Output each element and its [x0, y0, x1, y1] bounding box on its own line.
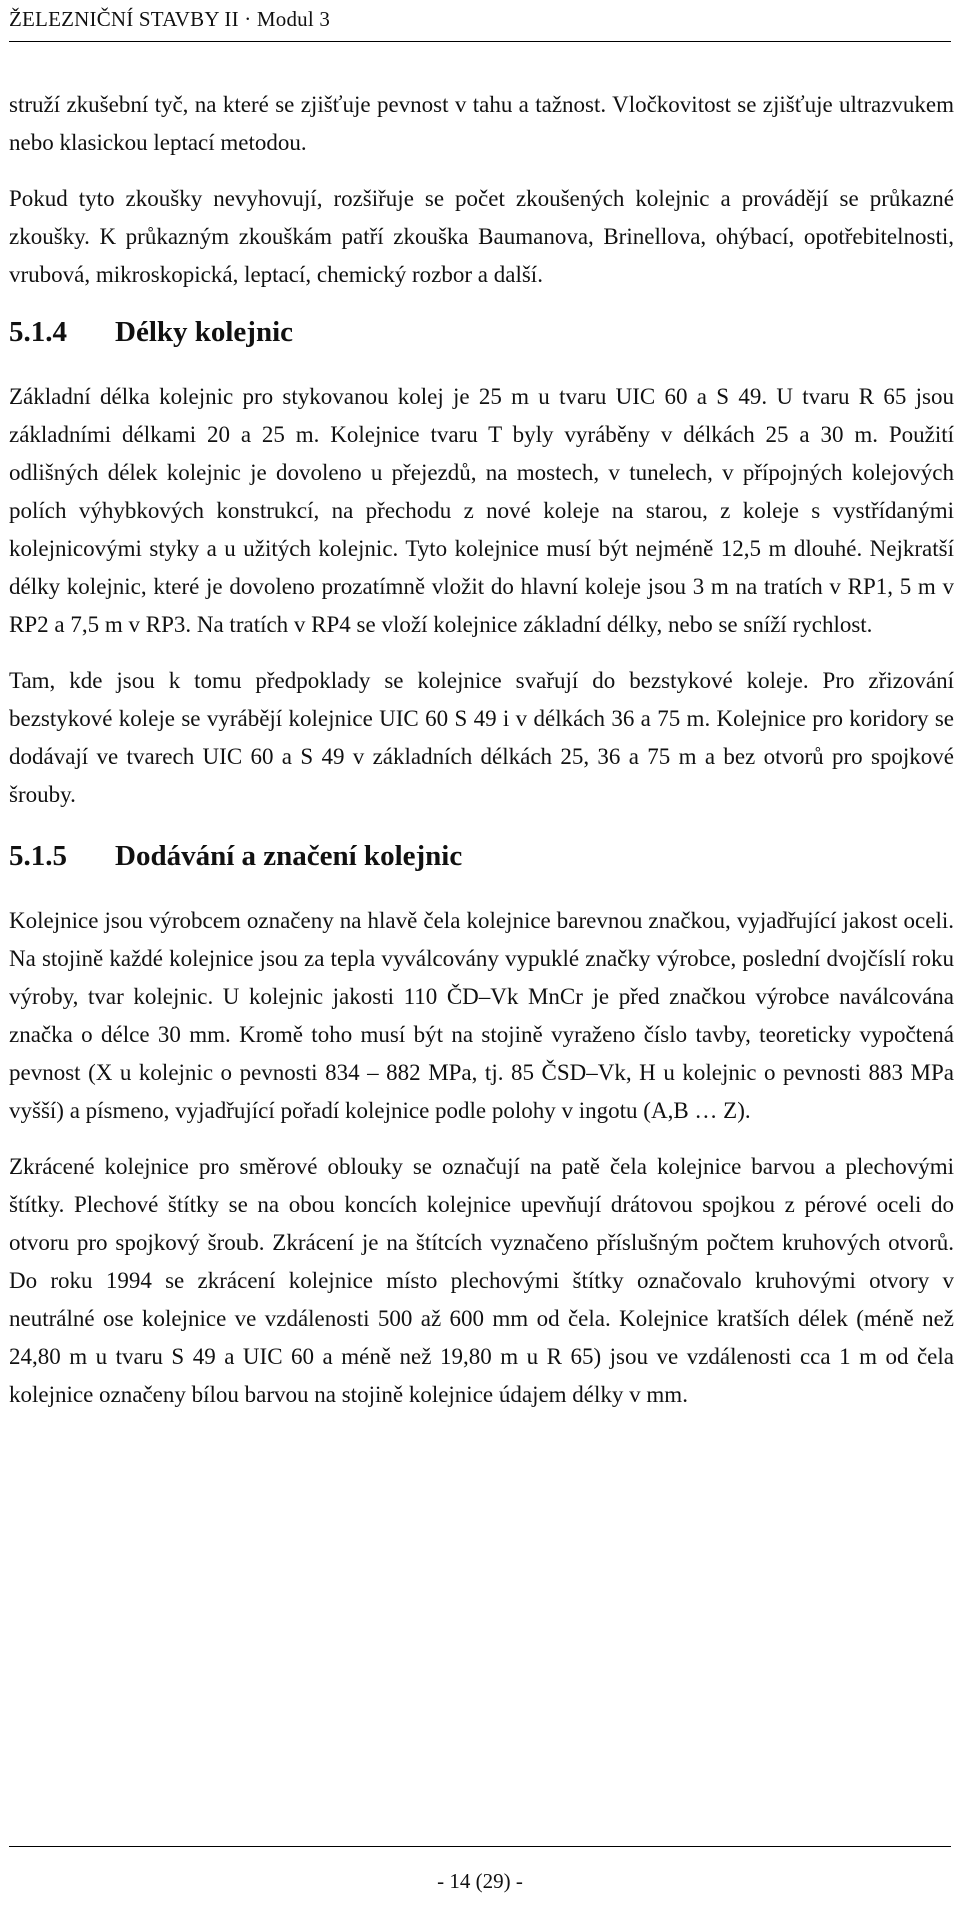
- section-heading-5-1-4: [9, 312, 954, 352]
- page-number: - 14 (29) -: [437, 1869, 523, 1893]
- section-title: Délky kolejnic: [115, 316, 294, 348]
- paragraph-intro-2: Pokud tyto zkoušky nevyhovují, rozšiřuje se počet zkoušených kolejnic a provádějí se průkazné zkoušky. K průkazným zkouškám patří zkouška Baumanova, Brinellova, ohýbací, opotřebitelnosti, vrubová, mikroskopická, leptací, chemický rozbor a další.: [9, 186, 954, 287]
- paragraph-intro-1: struží zkušební tyč, na které se zjišťuje pevnost v tahu a tažnost. Vločkovitost se zjišťuje ultrazvukem nebo klasickou leptací metodou.: [9, 92, 954, 155]
- header-divider: [9, 41, 951, 42]
- section-number: 5.1.5: [9, 840, 67, 872]
- footer-divider: [9, 1846, 951, 1847]
- running-header: ŽELEZNIČNÍ STAVBY II · Modul 3: [9, 7, 331, 31]
- paragraph-lengths-1: Základní délka kolejnic pro stykovanou kolej je 25 m u tvaru UIC 60 a S 49. U tvaru R 65 jsou základními délkami 20 a 25 m. Kolejnice tvaru T byly vyráběny v délkách 25 a 30 m. Použití odlišných délek kolejnic je dovoleno u přejezdů, na mostech, v tunelech, v přípojných kolejových polích výhybkových konstrukcí, na přechodu z nové koleje na starou, z koleje s vystřídanými kolejnicovými styky a u užitých kolejnic. Tyto kolejnice musí být nejméně 12,5 m dlouhé. Nejkratší délky kolejnic, které je dovoleno prozatímně vložit do hlavní koleje jsou 3 m na tratích v RP1, 5 m v RP2 a 7,5 m v RP3. Na tratích v RP4 se vloží kolejnice základní délky, nebo se sníží rychlost.: [9, 384, 954, 637]
- paragraph-lengths-2: Tam, kde jsou k tomu předpoklady se kolejnice svařují do bezstykové koleje. Pro zřizování bezstykové koleje se vyrábějí kolejnice UIC 60 S 49 i v délkách 36 a 75 m. Kolejnice pro koridory se dodávají ve tvarech UIC 60 a S 49 v základních délkách 25, 36 a 75 m a bez otvorů pro spojkové šrouby.: [9, 668, 954, 807]
- section-heading-5-1-5: [9, 836, 954, 876]
- paragraph-marking-2: Zkrácené kolejnice pro směrové oblouky se označují na patě čela kolejnice barvou a plechovými štítky. Plechové štítky se na obou koncích kolejnice upevňují drátovou spojkou z pérové oceli do otvoru pro spojkový šroub. Zkrácení je na štítcích vyznačeno příslušným počtem kruhových otvorů. Do roku 1994 se zkrácení kolejnice místo plechovými štítky označovalo kruhovými otvory v neutrálné ose kolejnice ve vzdálenosti 500 až 600 mm od čela. Kolejnice kratších délek (méně než 24,80 m u tvaru S 49 a UIC 60 a méně než 19,80 m u R 65) jsou ve vzdálenosti cca 1 m od čela kolejnice označeny bílou barvou na stojině kolejnice údajem délky v mm.: [9, 1154, 954, 1407]
- section-number: 5.1.4: [9, 316, 67, 348]
- section-title: Dodávání a značení kolejnic: [115, 840, 463, 872]
- page-body: [9, 86, 954, 1432]
- paragraph-marking-1: Kolejnice jsou výrobcem označeny na hlavě čela kolejnice barevnou značkou, vyjadřující jakost oceli. Na stojině každé kolejnice jsou za tepla vyválcovány vypuklé značky výrobce, poslední dvojčíslí roku výroby, tvar kolejnic. U kolejnic jakosti 110 ČD–Vk MnCr je před značkou výrobce naválcována značka o délce 30 mm. Kromě toho musí být na stojině vyraženo číslo tavby, teoreticky vypočtená pevnost (X u kolejnic o pevnosti 834 – 882 MPa, tj. 85 ČSD–Vk, H u kolejnic o pevnosti 883 MPa vyšší) a písmeno, vyjadřující pořadí kolejnice podle polohy v ingotu (A,B … Z).: [9, 908, 954, 1123]
